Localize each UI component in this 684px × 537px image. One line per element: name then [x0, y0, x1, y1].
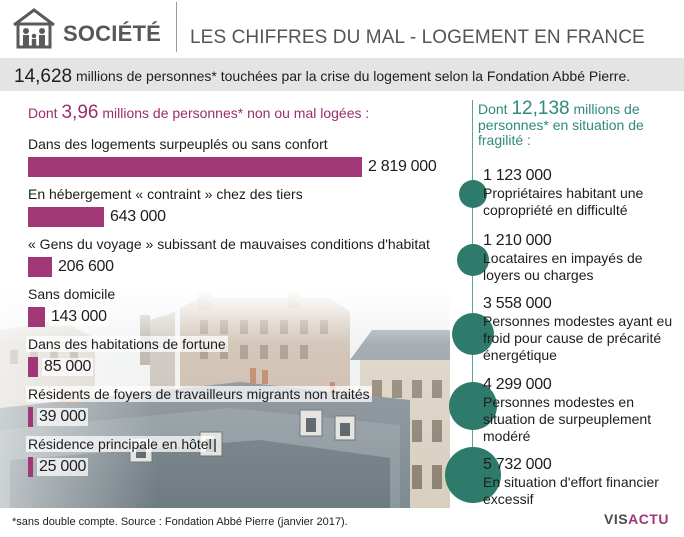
bar	[28, 357, 38, 377]
left-heading-suffix: millions de personnes* non ou mal logées :	[98, 105, 370, 121]
bar-value-label: 85 000	[44, 358, 92, 375]
fragility-value: 1 123 000	[483, 167, 552, 184]
bar	[28, 157, 362, 177]
intro-value: 14,628	[14, 66, 73, 87]
right-column-divider	[472, 100, 473, 500]
fragility-value: 3 558 000	[483, 295, 552, 312]
bar-value-label: 206 600	[58, 258, 114, 275]
bar	[28, 207, 104, 227]
brand-logo	[604, 511, 669, 527]
category-label: Dans des habitations de fortune	[28, 336, 226, 352]
category-label: Résidence principale en hôtel	[28, 436, 212, 452]
right-heading	[478, 98, 678, 149]
bar-value-label: 2 819 000	[368, 158, 437, 175]
bar-value-label: 143 000	[51, 308, 107, 325]
fragility-value: 4 299 000	[483, 376, 552, 393]
intro-text	[14, 65, 630, 87]
fragility-item	[483, 455, 678, 508]
fragility-description: Personnes modestes ayant eu froid pour cause de précarité énergétique	[483, 313, 673, 363]
fragility-description: Locataires en impayés de loyers ou charges	[483, 250, 643, 283]
footnote: *sans double compte. Source : Fondation Abbé Pierre (janvier 2017).	[12, 516, 348, 528]
fragility-value: 1 210 000	[483, 232, 552, 249]
bar-value-label: 643 000	[110, 208, 166, 225]
fragility-item	[483, 231, 678, 284]
category-label: Sans domicile	[28, 286, 116, 302]
fragility-description: En situation d'effort financier excessif	[483, 474, 659, 507]
category-label: Résidents de foyers de travailleurs migrants non traités	[28, 386, 370, 402]
bar	[28, 407, 33, 427]
left-heading	[28, 102, 369, 124]
fragility-description: Personnes modestes en situation de surpeuplement modéré	[483, 394, 652, 444]
right-heading-value: 12,138	[511, 98, 570, 119]
section-label: SOCIÉTÉ	[63, 21, 161, 46]
left-heading-prefix: Dont	[28, 105, 62, 121]
right-heading-suffix: millions de personnes* en situation de fragilité :	[478, 101, 644, 148]
category-label: En hébergement « contraint » chez des tiers	[28, 186, 303, 202]
fragility-value: 5 732 000	[483, 456, 552, 473]
bar-value-label: 39 000	[39, 408, 87, 425]
category-label: « Gens du voyage » subissant de mauvaises conditions d'habitat	[28, 236, 430, 252]
right-heading-prefix: Dont	[478, 101, 512, 117]
header-divider	[176, 2, 177, 52]
intro-band	[0, 58, 684, 91]
family-house-icon	[12, 7, 56, 49]
fragility-description: Propriétaires habitant une copropriété en difficulté	[483, 185, 644, 218]
bar-value-label: 25 000	[39, 458, 87, 475]
page-title: LES CHIFFRES DU MAL - LOGEMENT EN FRANCE	[190, 27, 645, 48]
brand-logo-part2: ACTU	[628, 511, 669, 527]
intro-caption: millions de personnes* touchées par la crise du logement selon la Fondation Abbé Pierre.	[72, 68, 631, 84]
bar	[28, 257, 52, 277]
fragility-item	[483, 166, 678, 219]
bar	[28, 457, 33, 477]
category-label: Dans des logements surpeuplés ou sans confort	[28, 136, 328, 152]
fragility-item	[483, 294, 678, 364]
left-heading-value: 3,96	[61, 102, 99, 123]
brand-logo-part1: VIS	[604, 511, 629, 527]
fragility-item	[483, 375, 678, 445]
bar	[28, 307, 45, 327]
header	[0, 0, 684, 58]
